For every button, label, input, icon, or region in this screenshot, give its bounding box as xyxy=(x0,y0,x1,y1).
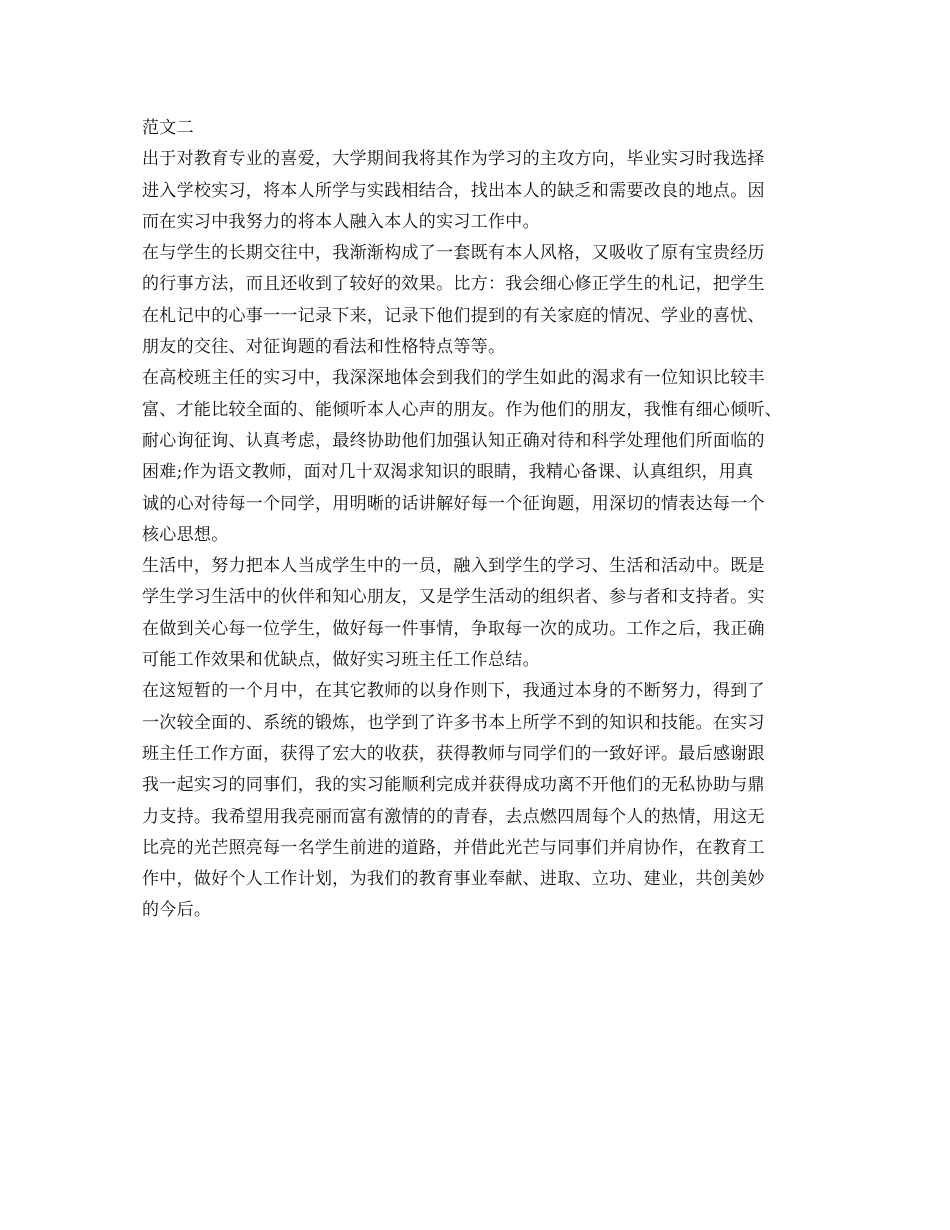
text-line: 在与学生的长期交往中，我渐渐构成了一套既有本人风格，又吸收了原有宝贵经历 xyxy=(142,243,765,264)
paragraph-2 xyxy=(142,238,812,363)
text-line: 出于对教育专业的喜爱，大学期间我将其作为学习的主攻方向，毕业实习时我选择 xyxy=(142,149,765,170)
paragraph-1 xyxy=(142,144,812,238)
paragraph-3 xyxy=(142,363,812,551)
text-line: 力支持。我希望用我亮丽而富有激情的的青春，去点燃四周每个人的热情，用这无 xyxy=(142,806,765,827)
text-line: 朋友的交往、对征询题的看法和性格特点等等。 xyxy=(142,337,506,358)
text-line: 在札记中的心事一一记录下来，记录下他们提到的有关家庭的情况、学业的喜忧、 xyxy=(142,305,765,326)
text-line: 诚的心对待每一个同学，用明晰的话讲解好每一个征询题，用深切的情表达每一个 xyxy=(142,493,765,514)
document-body xyxy=(142,113,812,927)
text-line: 富、才能比较全面的、能倾听本人心声的朋友。作为他们的朋友，我惟有细心倾听、 xyxy=(142,399,783,420)
text-line: 在高校班主任的实习中，我深深地体会到我们的学生如此的渴求有一位知识比较丰 xyxy=(142,368,765,389)
text-line: 而在实习中我努力的将本人融入本人的实习工作中。 xyxy=(142,211,540,232)
document-heading: 范文二 xyxy=(142,118,194,138)
paragraph-5 xyxy=(142,676,812,926)
text-line: 核心思想。 xyxy=(142,524,229,545)
text-line: 在这短暂的一个月中，在其它教师的以身作则下，我通过本身的不断努力，得到了 xyxy=(142,681,765,702)
text-line: 可能工作效果和优缺点，做好实习班主任工作总结。 xyxy=(142,650,540,671)
text-line: 的行事方法，而且还收到了较好的效果。比方：我会细心修正学生的札记，把学生 xyxy=(142,274,765,295)
text-line: 在做到关心每一位学生，做好每一件事情，争取每一次的成功。工作之后，我正确 xyxy=(142,618,765,639)
text-line: 比亮的光芒照亮每一名学生前进的道路，并借此光芒与同事们并肩协作，在教育工 xyxy=(142,837,765,858)
text-line: 的今后。 xyxy=(142,900,212,921)
text-line: 生活中，努力把本人当成学生中的一员，融入到学生的学习、生活和活动中。既是 xyxy=(142,556,765,577)
text-line: 耐心询征询、认真考虑，最终协助他们加强认知正确对待和科学处理他们所面临的 xyxy=(142,430,765,451)
text-line: 我一起实习的同事们，我的实习能顺利完成并获得成功离不开他们的无私协助与鼎 xyxy=(142,775,765,796)
text-line: 学生学习生活中的伙伴和知心朋友，又是学生活动的组织者、参与者和支持者。实 xyxy=(142,587,765,608)
text-line: 困难;作为语文教师，面对几十双渴求知识的眼睛，我精心备课、认真组织，用真 xyxy=(142,462,754,483)
text-line: 班主任工作方面，获得了宏大的收获，获得教师与同学们的一致好评。最后感谢跟 xyxy=(142,743,765,764)
paragraph-4 xyxy=(142,551,812,676)
text-line: 作中，做好个人工作计划，为我们的教育事业奉献、进取、立功、建业，共创美妙 xyxy=(142,869,765,890)
text-line: 一次较全面的、系统的锻炼，也学到了许多书本上所学不到的知识和技能。在实习 xyxy=(142,712,765,733)
text-line: 进入学校实习，将本人所学与实践相结合，找出本人的缺乏和需要改良的地点。因 xyxy=(142,180,765,201)
